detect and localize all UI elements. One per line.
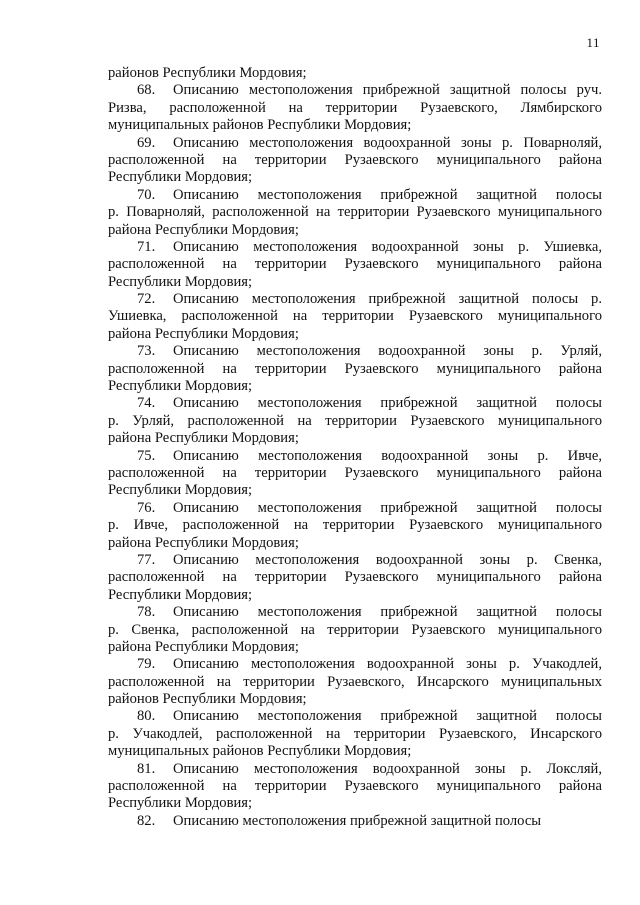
list-item: [108, 291, 602, 343]
list-item-line: расположенной на территории Рузаевского муниципального района: [108, 464, 602, 481]
item-number: 79.: [137, 656, 156, 673]
list-item-first-line: [108, 708, 602, 725]
list-item-first-line: [108, 135, 602, 152]
item-text: Описанию местоположения водоохранной зоны р. Локсляй,: [173, 760, 602, 777]
list-item-first-line: [108, 343, 602, 360]
list-item-line: Республики Мордовия;: [108, 586, 253, 603]
item-number: 70.: [137, 186, 156, 203]
list-item-line: муниципальных районов Республики Мордовия;: [108, 117, 412, 134]
item-text: Описанию местоположения прибрежной защитной полосы руч.: [173, 82, 602, 99]
list-item-line: р. Ивче, расположенной на территории Рузаевского муниципального: [108, 517, 602, 534]
item-text: Описанию местоположения водоохранной зоны р. Урляй,: [173, 343, 602, 360]
item-text: Описанию местоположения прибрежной защитной полосы: [173, 186, 602, 203]
item-number: 68.: [137, 82, 156, 99]
item-number: 73.: [137, 343, 156, 360]
item-text: Описанию местоположения водоохранной зоны р. Свенка,: [173, 551, 602, 568]
page-number: 11: [586, 35, 600, 50]
list-item: [108, 343, 602, 395]
item-text: Описанию местоположения прибрежной защитной полосы: [173, 499, 602, 516]
lead-line: районов Республики Мордовия;: [108, 65, 307, 81]
item-number: 77.: [137, 551, 156, 568]
list-item-line: расположенной на территории Рузаевского, Инсарского муниципальных: [108, 673, 602, 690]
item-text: Описанию местоположения водоохранной зоны р. Ивче,: [173, 447, 602, 464]
item-number: 78.: [137, 604, 156, 621]
list-item: [108, 604, 602, 656]
item-number: 81.: [137, 760, 156, 777]
list-item: [108, 500, 602, 552]
list-item-first-line: [108, 395, 602, 412]
item-number: 82.: [137, 812, 156, 829]
list-item: [108, 708, 602, 760]
item-text: Описанию местоположения прибрежной защитной полосы: [173, 395, 602, 412]
list-item-line: Ризва, расположенной на территории Рузаевского, Лямбирского: [108, 99, 602, 116]
list-item: [108, 395, 602, 447]
list-item-first-line: [108, 239, 602, 256]
item-number: 75.: [137, 447, 156, 464]
list-item: [108, 813, 602, 830]
list-item-line: района Республики Мордовия;: [108, 221, 299, 238]
list-item-line: Республики Мордовия;: [108, 482, 253, 499]
item-number: 69.: [137, 134, 156, 151]
list-item: [108, 448, 602, 500]
list-item-line: расположенной на территории Рузаевского муниципального района: [108, 256, 602, 273]
list-item-first-line: [108, 552, 602, 569]
list-item-line: муниципальных районов Республики Мордовия;: [108, 743, 412, 760]
item-text: Описанию местоположения водоохранной зоны р. Учакодлей,: [173, 656, 602, 673]
list-item-line: Республики Мордовия;: [108, 795, 253, 812]
item-number: 76.: [137, 499, 156, 516]
item-text: Описанию местоположения прибрежной защитной полосы: [173, 604, 602, 621]
item-number: 71.: [137, 238, 156, 255]
list-item: [108, 761, 602, 813]
list-item-line: р. Свенка, расположенной на территории Рузаевского муниципального: [108, 621, 602, 638]
list-item-line: района Республики Мордовия;: [108, 325, 299, 342]
list-item-first-line: [108, 761, 602, 778]
list-item: [108, 187, 602, 239]
list-item-first-line: [108, 187, 602, 204]
list-item-line: района Республики Мордовия;: [108, 430, 299, 447]
list-item-line: районов Республики Мордовия;: [108, 691, 307, 708]
item-text: Описанию местоположения прибрежной защитной полосы р.: [173, 291, 602, 308]
list-item-line: Республики Мордовия;: [108, 273, 253, 290]
list-item-line: Республики Мордовия;: [108, 169, 253, 186]
item-text: Описанию местоположения водоохранной зоны р. Ушиевка,: [173, 238, 602, 255]
list-item-line: р. Учакодлей, расположенной на территории Рузаевского, Инсарского: [108, 725, 602, 742]
list-item-line: Республики Мордовия;: [108, 378, 253, 395]
list-item-first-line: [108, 813, 602, 830]
list-item: [108, 82, 602, 134]
list-item-line: Ушиевка, расположенной на территории Рузаевского муниципального: [108, 308, 602, 325]
list-item-line: района Республики Мордовия;: [108, 534, 299, 551]
list-item: [108, 656, 602, 708]
list-item-line: р. Урляй, расположенной на территории Рузаевского муниципального: [108, 412, 602, 429]
list-item-first-line: [108, 291, 602, 308]
list-item-first-line: [108, 500, 602, 517]
list-item: [108, 552, 602, 604]
list-item-line: района Республики Мордовия;: [108, 638, 299, 655]
item-text: Описанию местоположения водоохранной зоны р. Поварноляй,: [173, 134, 602, 151]
item-number: 80.: [137, 708, 156, 725]
list-item-first-line: [108, 604, 602, 621]
list-item-line: расположенной на территории Рузаевского муниципального района: [108, 360, 602, 377]
item-text: Описанию местоположения прибрежной защитной полосы: [173, 812, 542, 829]
list-item-line: расположенной на территории Рузаевского муниципального района: [108, 569, 602, 586]
list-item-first-line: [108, 82, 602, 99]
list-item-first-line: [108, 448, 602, 465]
list-item-first-line: [108, 656, 602, 673]
item-number: 74.: [137, 395, 156, 412]
list-item-line: расположенной на территории Рузаевского муниципального района: [108, 778, 602, 795]
list-item: [108, 135, 602, 187]
list-item-line: р. Поварноляй, расположенной на территории Рузаевского муниципального: [108, 204, 602, 221]
list-item: [108, 239, 602, 291]
item-text: Описанию местоположения прибрежной защитной полосы: [173, 708, 602, 725]
item-number: 72.: [137, 291, 156, 308]
list-item-line: расположенной на территории Рузаевского муниципального района: [108, 151, 602, 168]
document-body: [108, 65, 602, 830]
